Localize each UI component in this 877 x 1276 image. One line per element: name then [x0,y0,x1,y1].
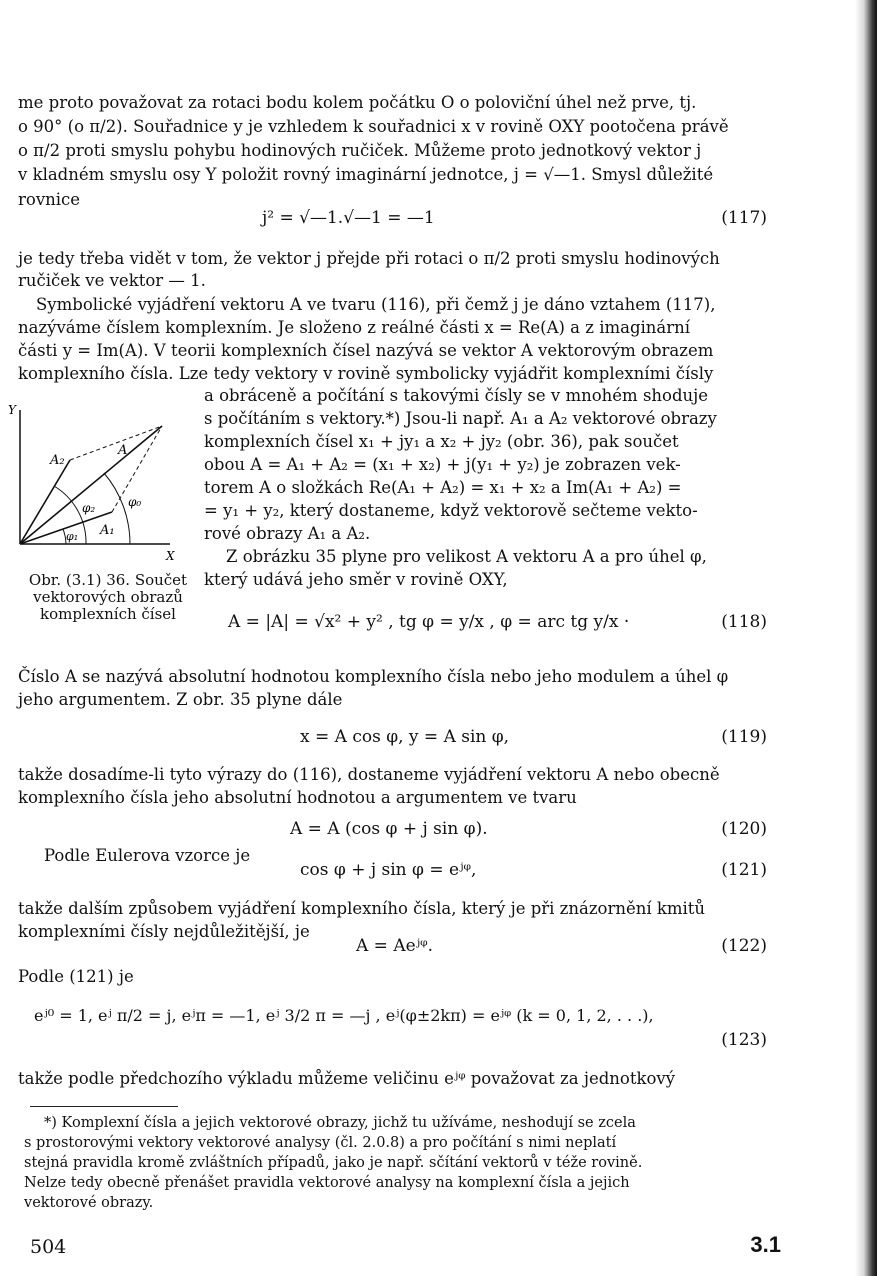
text-line: o π/2 proti smyslu pohybu hodinových ručiček. Můžeme proto jednotkový vektor j [18,141,702,160]
text-line: takže dalším způsobem vyjádření komplexního čísla, který je při znázornění kmitů [18,899,706,918]
equation-number: (118) [721,612,767,632]
equation-number: (122) [721,936,767,956]
equation-number: (117) [721,208,767,228]
text-line: komplexních čísel x₁ + jy₁ a x₂ + jy₂ (obr. 36), pak součet [204,432,679,451]
equation-120: A = A (cos φ + j sin φ). [290,819,488,839]
text-line: který udává jeho směr v rovině OXY, [204,570,508,589]
equation-number: (119) [721,727,767,747]
footnote-line: *) Komplexní čísla a jejich vektorové obrazy, jichž tu užíváme, neshodují se zcela [44,1115,636,1131]
footnote-line: s prostorovými vektory vektorové analysy (čl. 2.0.8) a pro počítání s nimi neplatí [24,1135,617,1151]
figure-caption: Obr. (3.1) 36. Součet vektorových obrazů komplexních čísel [28,571,188,623]
dashed-parallel-a1 [70,426,162,460]
text-line: Z obrázku 35 plyne pro velikost A vektoru A a pro úhel φ, [226,547,707,566]
text-line: komplexními čísly nejdůležitější, je [18,922,310,941]
text-line: komplexního čísla jeho absolutní hodnotou a argumentem ve tvaru [18,788,577,807]
footnote-line: vektorové obrazy. [24,1195,154,1211]
page-number: 504 [30,1236,67,1258]
text-line: takže podle předchozího výkladu můžeme veličinu eʲᵠ považovat za jednotkový [18,1069,676,1088]
text-line: komplexního čísla. Lze tedy vektory v rovině symbolicky vyjádřit komplexními čísly [18,364,714,383]
text-line: obou A = A₁ + A₂ = (x₁ + x₂) + j(y₁ + y₂) je zobrazen vek- [204,455,681,474]
text-line: Číslo A se nazývá absolutní hodnotou komplexního čísla nebo jeho modulem a úhel φ [18,667,729,686]
text-line: o 90° (o π/2). Souřadnice y je vzhledem k souřadnici x v rovině OXY pootočena právě [18,117,729,136]
text-line: Podle (121) je [18,967,134,986]
text-line: rovnice [18,190,81,209]
label-x-axis: X [166,549,175,563]
vector-A [20,426,162,544]
text-line: s počítáním s vektory.*) Jsou-li např. A₁ a A₂ vektorové obrazy [204,409,717,428]
equation-117: j² = √—1.√—1 = —1 [262,208,435,228]
label-phi1: φ₁ [66,530,79,543]
text-line: části y = Im(A). V teorii komplexních čísel nazývá se vektor A vektorovým obrazem [18,341,714,360]
label-phi2: φ₂ [82,501,96,515]
equation-number: (121) [721,860,767,880]
equation-number: (123) [721,1030,767,1050]
equation-number: (120) [721,819,767,839]
text-line: torem A o složkách Re(A₁ + A₂) = x₁ + x₂ a Im(A₁ + A₂) = [204,478,682,497]
label-A1: A₁ [100,523,115,538]
equation-122: A = Aeʲᵠ. [356,936,434,956]
equation-123: eʲ⁰ = 1, eʲ π/2 = j, eʲπ = —1, eʲ 3/2 π = —j , eʲ(φ±2kπ) = eʲᵠ (k = 0, 1, 2, . . .), [34,1006,654,1025]
section-number: 3.1 [750,1232,781,1257]
text-line: je tedy třeba vidět v tom, že vektor j přejde při rotaci o π/2 proti smyslu hodinových [18,249,720,268]
text-line: jeho argumentem. Z obr. 35 plyne dále [18,690,343,709]
footnote-line: stejná pravidla kromě zvláštních případů, jako je např. sčítání vektorů v téže rovině. [24,1155,643,1171]
label-A: A [118,443,128,458]
vector-A2 [20,460,70,544]
text-line: nazýváme číslem komplexním. Je složeno z reálné části x = Re(A) a z imaginární [18,318,691,337]
label-y-axis: Y [8,403,16,417]
text-line: = y₁ + y₂, který dostaneme, když vektorově sečteme vekto- [204,501,698,520]
equation-119: x = A cos φ, y = A sin φ, [300,727,510,747]
scan-edge-shadow [855,0,877,1276]
text-line: takže dosadíme-li tyto výrazy do (116), dostaneme vyjádření vektoru A nebo obecně [18,765,720,784]
label-A2: A₂ [50,453,65,468]
label-phi0: φ₀ [128,495,142,509]
text-line: v kladném smyslu osy Y položit rovný imaginární jednotce, j = √—1. Smysl důležité [18,165,714,184]
text-line: Podle Eulerova vzorce je [44,846,251,865]
footnote-rule [30,1106,178,1107]
text-line: rové obrazy A₁ a A₂. [204,524,371,543]
text-line: ručiček ve vektor — 1. [18,271,206,290]
equation-118: A = |A| = √x² + y² , tg φ = y/x , φ = arc tg y/x · [228,612,630,632]
footnote-line: Nelze tedy obecně přenášet pravidla vektorové analysy na komplexní čísla a jejich [24,1175,630,1191]
text-line: Symbolické vyjádření vektoru A ve tvaru (116), při čemž j je dáno vztahem (117), [36,295,716,314]
equation-121: cos φ + j sin φ = eʲᵠ, [300,860,477,880]
text-line: a obráceně a počítání s takovými čísly se v mnohém shoduje [204,386,709,405]
text-line: me proto považovat za rotaci bodu kolem počátku O o poloviční úhel než prve, tj. [18,93,697,112]
